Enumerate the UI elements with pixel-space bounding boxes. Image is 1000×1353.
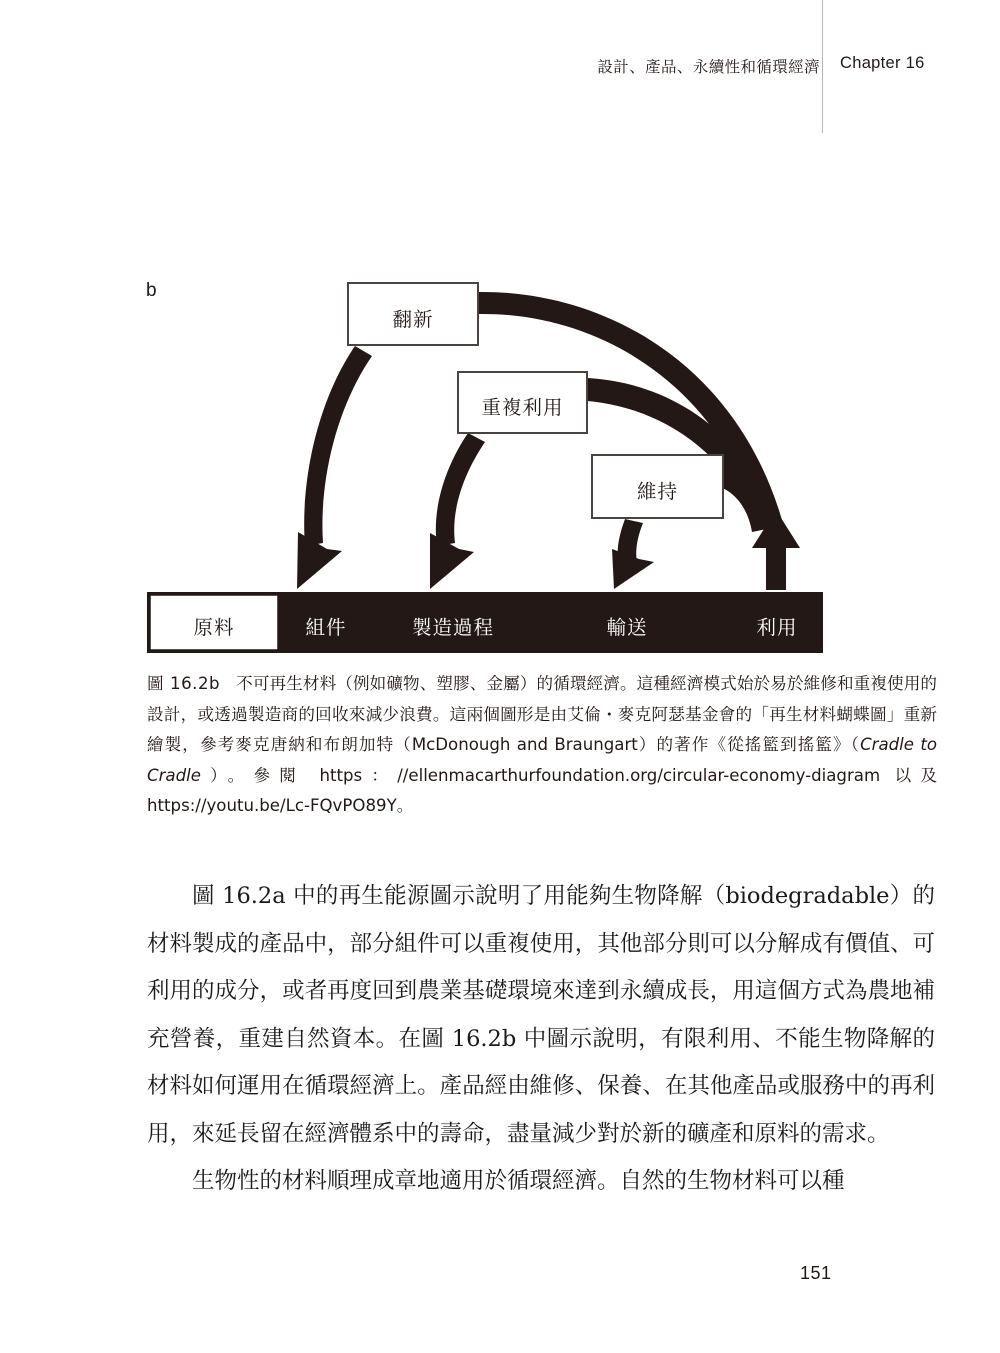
caption-text-part-2: ）。參閱 https：//ellenmacarthurfoundation.org/circular-economy-diagram 以及 https://youtu.be/Lc-FQvPO89Y。 [147,765,937,815]
feed-arc-reuse-to-manufacturing [436,433,485,546]
node-label-refurbish: 翻新 [392,308,434,331]
caption-label: 圖 16.2b [147,674,221,693]
node-label-maintain: 維持 [636,480,678,503]
stage-label-use: 利用 [756,616,798,639]
stage-label-manufacturing: 製造過程 [411,616,494,639]
stage-label-transport: 輸送 [606,616,648,639]
caption-italic-title: Cradle to Cradle [147,735,937,785]
running-head-title: 設計、產品、永續性和循環經濟 [597,59,820,76]
stage-label-raw-material: 原料 [193,616,235,639]
panel-letter-b: b [146,280,157,301]
page-number: 151 [800,1263,832,1283]
body-text [147,873,935,1206]
running-head-chapter: Chapter 16 [840,54,925,72]
figure-caption [147,669,937,822]
caption-text-part-1: 不可再生材料（例如礦物、塑膠、金屬）的循環經濟。這種經濟模式始於易於維修和重複使用的設計，或透過製造商的回收來減少浪費。這兩個圖形是由艾倫・麥克阿瑟基金會的「再生材料蝴蝶圖」重新繪製，參考麥克唐納和布朗加特（McDonough and Braungart）的著作《從搖籃到搖籃》（ [147,674,937,754]
node-label-reuse: 重複利用 [481,396,564,419]
feed-arc-refurbish-to-components [304,346,372,546]
body-paragraph: 圖 16.2a 中的再生能源圖示說明了用能夠生物降解（biodegradable）的材料製成的產品中，部分組件可以重複使用，其他部分則可以分解成有價值、可利用的成分，或者再度回到農業基礎環境來達到永續成長，用這個方式為農地補充營養，重建自然資本。在圖 16.2b 中圖示說明，有限利用、不能生物降解的材料如何運用在循環經濟上。產品經由維修、保養、在其他產品或服務中的再利用，來延長留在經濟體系中的壽命，盡量減少對於新的礦產和原料的需求。 [147,883,935,1147]
stage-label-components: 組件 [305,616,347,639]
body-paragraph: 生物性的材料順理成章地適用於循環經濟。自然的生物材料可以種 [192,1168,845,1194]
